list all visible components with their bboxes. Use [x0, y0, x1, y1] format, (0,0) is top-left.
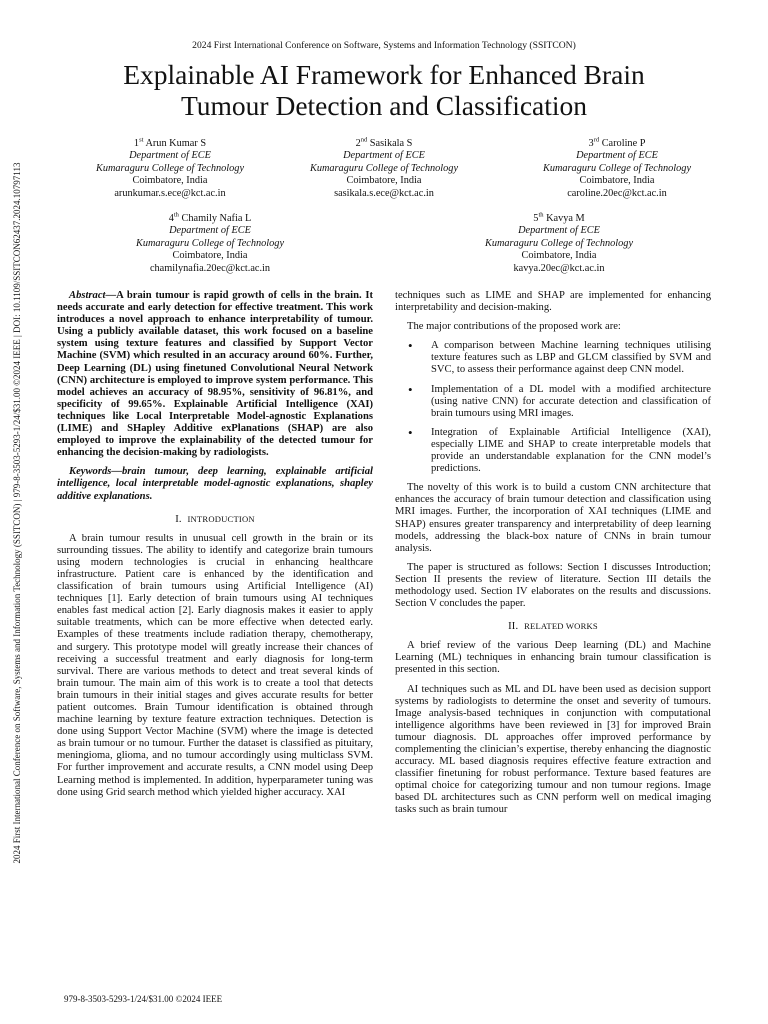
author-block-3: 3rd Caroline P Department of ECE Kumaraguru College of Technology Coimbatore, India caroline.20ec@kct.ac.in — [502, 138, 732, 200]
author-name: Kavya M — [546, 213, 585, 224]
keywords-text: —brain tumour, deep learning, explainable artificial intelligence, local interpretable model-agnostic explanations, shapley additive explanations. — [57, 466, 373, 502]
section-heading-introduction: I. INTRODUCTION — [175, 513, 255, 525]
abstract — [57, 290, 373, 459]
author-name: Arun Kumar S — [145, 138, 207, 149]
author-city: Coimbatore, India — [132, 175, 208, 187]
author-college: Kumaraguru College of Technology — [135, 237, 285, 249]
author-city: Coimbatore, India — [346, 175, 422, 187]
author-block-5: 5th Kavya M Department of ECE Kumaraguru College of Technology Coimbatore, India kavya.20ec@kct.ac.in — [444, 213, 674, 275]
title-line-1: Explainable AI Framework for Enhanced Brain — [123, 59, 645, 90]
copyright-footer: 979-8-3503-5293-1/24/$31.00 ©2024 IEEE — [64, 994, 223, 1004]
author-college: Kumaraguru College of Technology — [484, 237, 634, 249]
doi-sidebar-text: 2024 First International Conference on Software, Systems and Information Technology (SSITCON) | 979-8-3503-5293-1/24/$31.00 ©2024 IEEE | DOI: 10.1109/SSITCON62437.2024.10797113 — [12, 162, 22, 864]
continued-paragraph: techniques such as LIME and SHAP are implemented for enhancing interpretability and decision-making. — [395, 290, 711, 314]
title-line-2: Tumour Detection and Classification — [180, 90, 588, 121]
keywords — [57, 466, 373, 502]
author-city: Coimbatore, India — [521, 250, 597, 262]
list-item: • Integration of Explainable Artificial Intelligence (XAI), especially LIME and SHAP to create interpretable models that provide an understandable explanation for the CNN model’s predictions. — [395, 427, 711, 475]
author-dept: Department of ECE — [169, 225, 251, 237]
doi-sidebar — [9, 133, 25, 893]
author-block-4: 4th Chamily Nafia L Department of ECE Kumaraguru College of Technology Coimbatore, India chamilynafia.20ec@kct.ac.in — [95, 213, 325, 275]
abstract-text: —A brain tumour is rapid growth of cells in the brain. It needs accurate and early detection for effective treatment. This work introduces a novel approach to enhance interpretability of tumour. Using a publicly available dataset, this work focused on a baseline system using texture features and classified by Support Vector Machine (SVM) which resulted in an accuracy around 60%. Further, Deep Learning (DL) using finetuned Convolutional Neural Network (CNN) architecture is employed to improve system performance. This model achieves an accuracy of 98.95%, sensitivity of 96.81%, and specificity of 99.65%. Explainable Artificial Intelligence (XAI) techniques like Local Interpretable Model-agnostic Explanations (LIME) and SHapley Additive exPlanations (SHAP) are also employed to improve the explainability of the detected tumour for enhancing the decision-making by radiologists. — [57, 290, 373, 459]
author-name: Sasikala S — [369, 138, 413, 149]
author-email[interactable]: arunkumar.s.ece@kct.ac.in — [114, 187, 226, 199]
author-name: Chamily Nafia L — [181, 213, 252, 224]
author-email[interactable]: caroline.20ec@kct.ac.in — [567, 187, 667, 199]
left-column — [57, 290, 373, 806]
related-paragraph-1: A brief review of the various Deep learning (DL) and Machine Learning (ML) techniques in enhancing brain tumour classification is presented in this section. — [395, 640, 711, 676]
author-college: Kumaraguru College of Technology — [95, 162, 245, 174]
author-city: Coimbatore, India — [172, 250, 248, 262]
author-email[interactable]: chamilynafia.20ec@kct.ac.in — [149, 262, 271, 274]
abstract-label: Abstract — [69, 290, 106, 301]
author-college: Kumaraguru College of Technology — [542, 162, 692, 174]
author-email[interactable]: sasikala.s.ece@kct.ac.in — [334, 187, 434, 199]
author-block-1: 1st Arun Kumar S Department of ECE Kumaraguru College of Technology Coimbatore, India arunkumar.s.ece@kct.ac.in — [55, 138, 285, 200]
author-name: Caroline P — [601, 138, 646, 149]
related-paragraph-2: AI techniques such as ML and DL have been used as decision support systems by radiologists to determine the onset and severity of tumours. Image analysis-based techniques in conjunction with computational intelligence algorithms have been reviewed in [3] for improved Brain tumour diagnosis. DL approaches offer improved performance by complementing the clinician’s expertise, thereby enhancing the diagnostic accuracy. ML based diagnosis requires effective feature extraction and classifier finetuning for robust performance. Texture based features are optimal choice for categorizing tumour and non tumour regions. Image based DL architectures such as CNN perform well on medical imaging tasks such as brain tumour — [395, 683, 711, 816]
section-heading-related-works: II. RELATED WORKS — [508, 621, 598, 633]
structure-paragraph: The paper is structured as follows: Section I discusses Introduction; Section II presents the review of literature. Section III details the methodology used. Section IV elaborates on the results and discussions. Section V concludes the paper. — [395, 561, 711, 610]
author-dept: Department of ECE — [343, 150, 425, 162]
paper-title — [40, 59, 728, 121]
list-item: • A comparison between Machine learning techniques utilising texture features such as LBP and GLCM classified by SVM and SVC, to assess their performance against deep CNN model. — [395, 340, 711, 376]
list-item: • Implementation of a DL model with a modified architecture (using native CNN) for accurate detection and classification of brain tumours using MRI images. — [395, 384, 711, 420]
conference-header: 2024 First International Conference on Software, Systems and Information Technology (SSITCON) — [192, 40, 576, 51]
novelty-paragraph: The novelty of this work is to build a custom CNN architecture that enhances the accuracy of brain tumour detection and classification using MRI images. Further, the incorporation of XAI techniques (LIME and SHAP) ensures greater transparency and interpretability of deep learning models, addressing the black-box nature of CNNs in brain tumour analysis. — [395, 482, 711, 554]
contributions-list — [395, 340, 711, 475]
introduction-paragraph: A brain tumour results in unusual cell growth in the brain or its surrounding tissues. The ability to identify and categorize brain tumours using modern technologies is crucial in enhancing healthcare infrastructure. Patient care is enhanced by the identification and classification of brain tumours using Artificial Intelligence (AI) techniques [1]. Early detection of brain tumours using AI techniques enables fast medical action [2]. Early diagnosis makes it easier to apply suitable treatments, which can be more effective when detected early. Examples of these treatments include radiation therapy, chemotherapy, and surgery. This prototype model will greatly increase their chances of receiving a successful treatment and early diagnosis for long-term survival. There are various methods to detect and treat several kinds of brain tumour. The main aim of this work is to create a tool that detects brain tumours in their initial stages and gives accurate results for better patient outcomes. Brain Tumour identification is obtained through machine learning by texture feature extraction techniques. Detection is done using Support Vector Machine (SVM) where the image is detected as brain tumour or no tumour. Further the dataset is classified as pituitary, meningioma, glioma, and no tumour accordingly using multiclass SVM. For further improvement and accurate results, a CNN model using Deep Learning method is implemented. In addition, hyperparameter tuning was done using Grid search method which yielded higher accuracy. XAI — [57, 532, 373, 798]
author-dept: Department of ECE — [129, 150, 211, 162]
author-dept: Department of ECE — [576, 150, 658, 162]
author-city: Coimbatore, India — [579, 175, 655, 187]
author-dept: Department of ECE — [518, 225, 600, 237]
right-column — [395, 290, 711, 824]
author-college: Kumaraguru College of Technology — [309, 162, 459, 174]
author-email[interactable]: kavya.20ec@kct.ac.in — [513, 262, 605, 274]
contributions-intro: The major contributions of the proposed work are: — [407, 321, 621, 333]
author-block-2: 2nd Sasikala S Department of ECE Kumaraguru College of Technology Coimbatore, India sasikala.s.ece@kct.ac.in — [269, 138, 499, 200]
keywords-label: Keywords — [69, 466, 112, 478]
